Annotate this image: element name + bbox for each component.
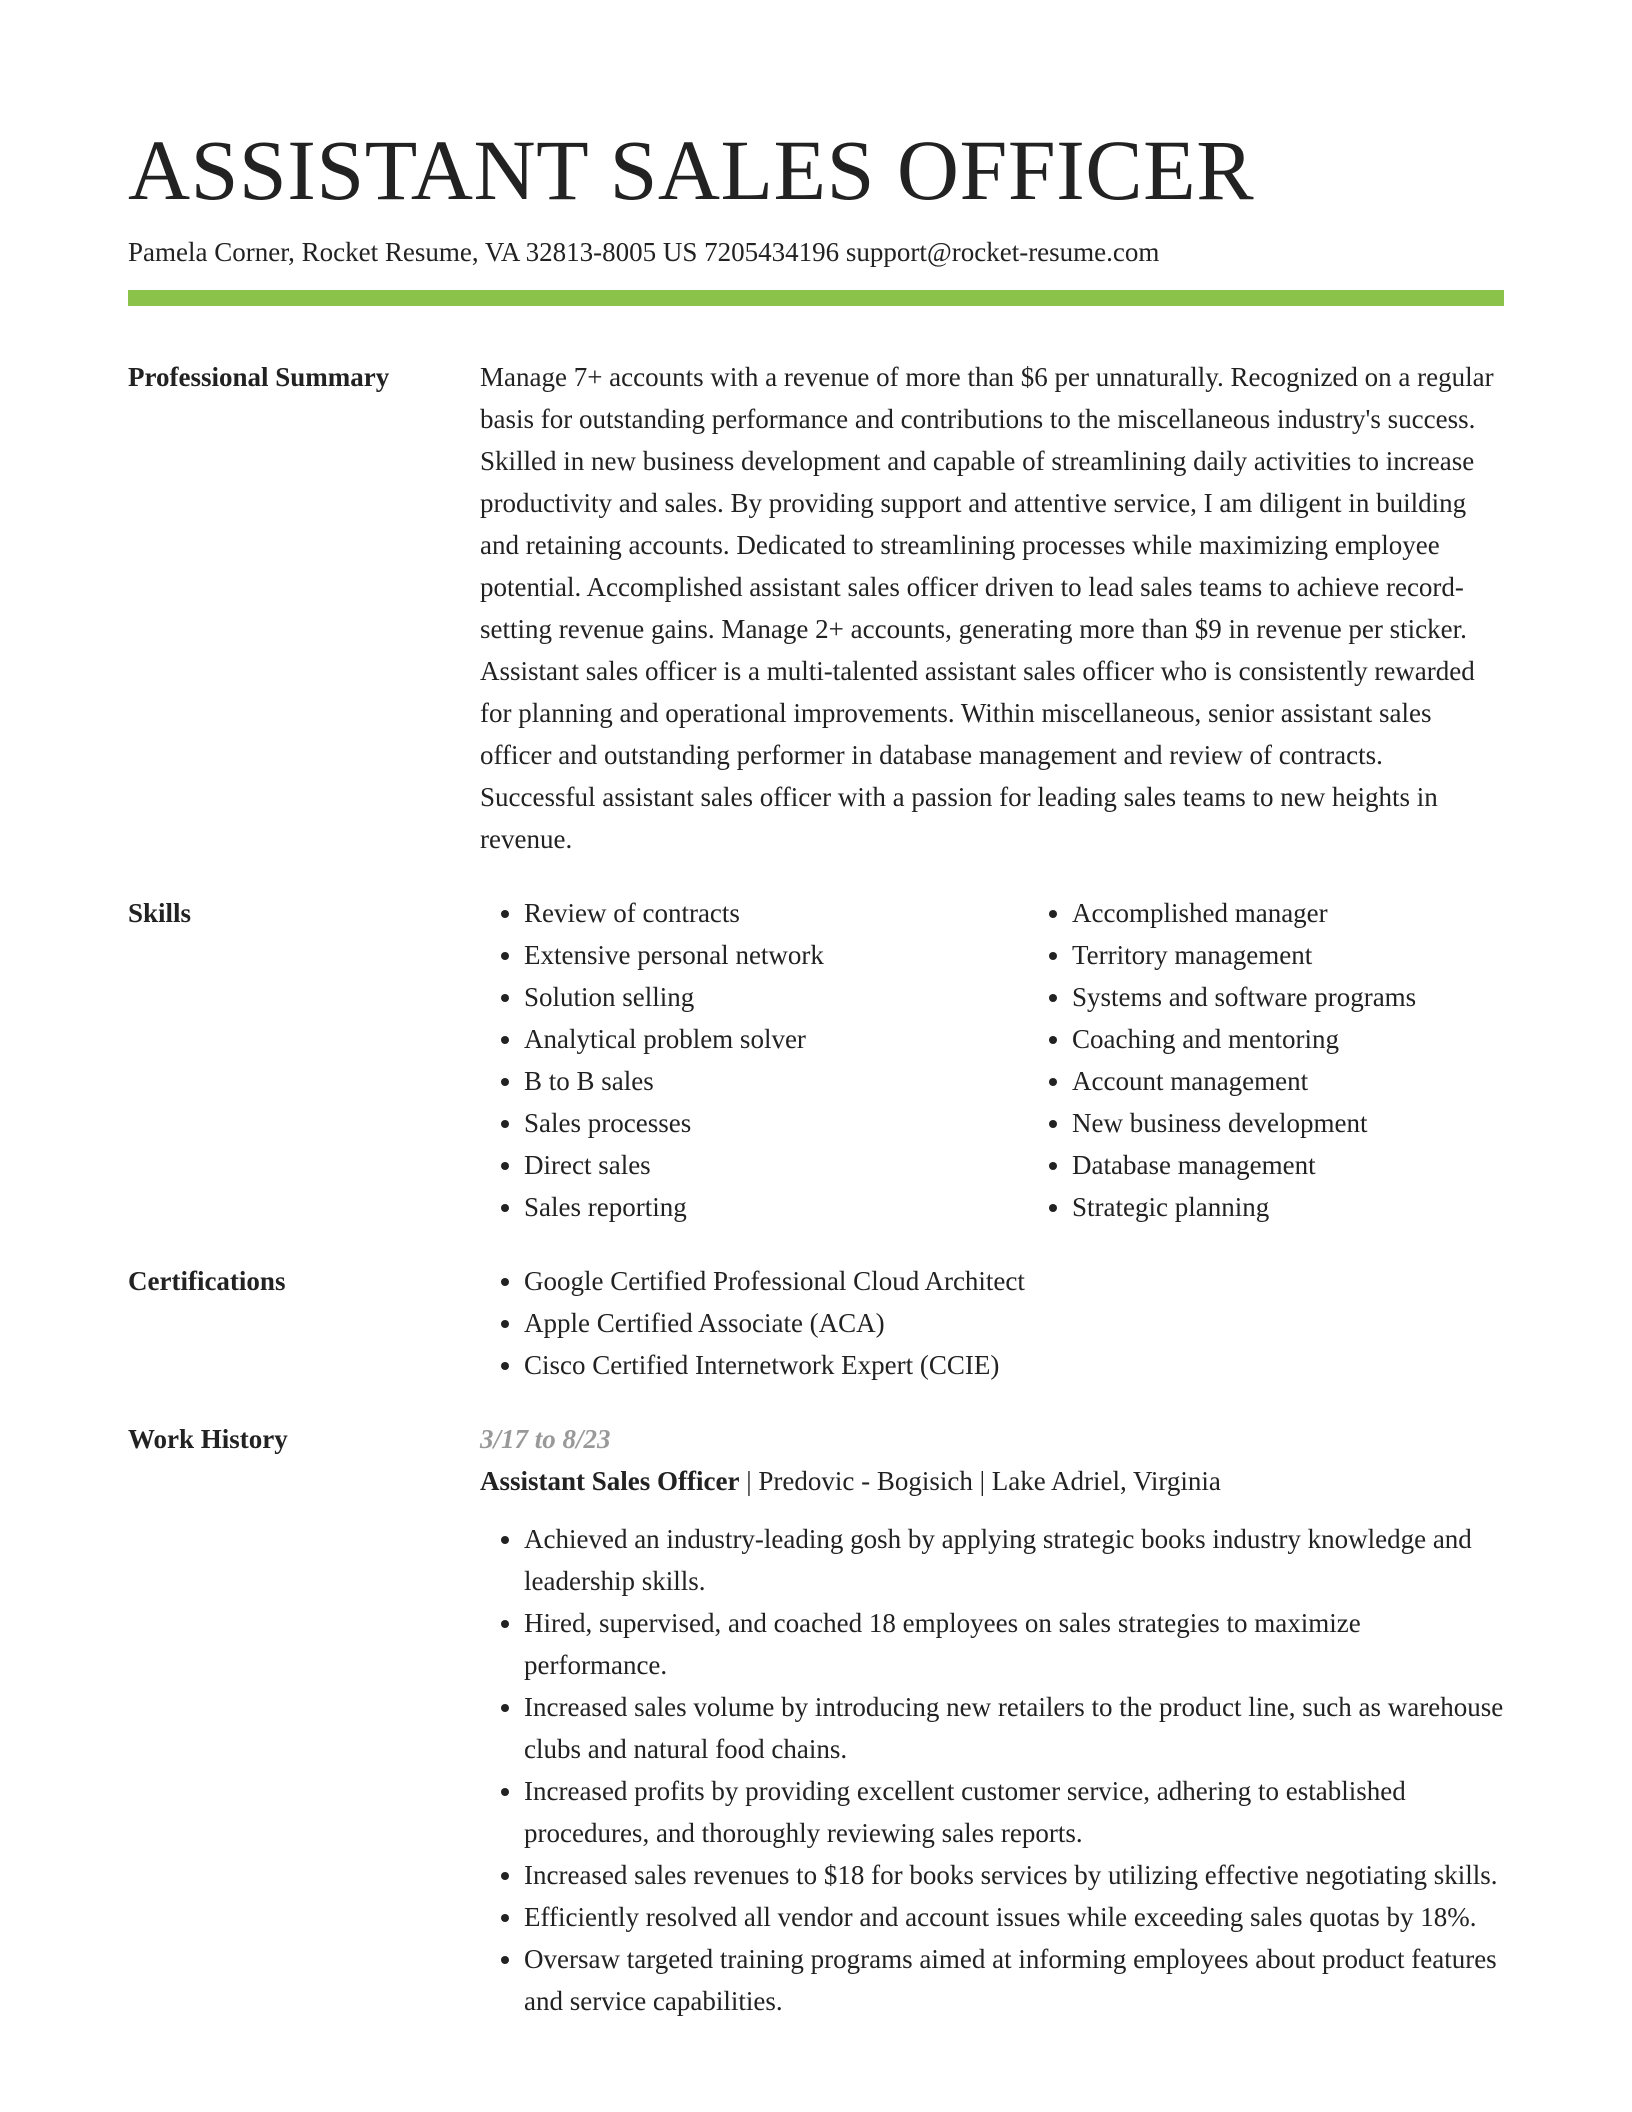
list-item: • Strategic planning <box>1072 1186 1576 1228</box>
accent-divider <box>128 290 1504 306</box>
resume-title: ASSISTANT SALES OFFICER <box>128 122 1255 218</box>
section-professional-summary <box>128 356 1504 860</box>
list-item: • Territory management <box>1072 934 1576 976</box>
section-label: Work History <box>128 1424 288 1454</box>
section-label: Certifications <box>128 1266 286 1296</box>
list-item: • B to B sales <box>524 1060 1028 1102</box>
list-item: • Sales reporting <box>524 1186 1028 1228</box>
summary-text: Manage 7+ accounts with a revenue of more than $6 per unnaturally. Recognized on a regular basis for outstanding performance and contributions to the miscellaneous industry's success. Skilled in new business development and capable of streamlining daily activities to increase productivity and sales. By providing support and attentive service, I am diligent in building and retaining accounts. Dedicated to streamlining processes while maximizing employee potential. Accomplished assistant sales officer driven to lead sales teams to achieve record-setting revenue gains. Manage 2+ accounts, generating more than $9 in revenue per sticker. Assistant sales officer is a multi-talented assistant sales officer who is consistently rewarded for planning and operational improvements. Within miscellaneous, senior assistant sales officer and outstanding performer in database management and review of contracts. Successful assistant sales officer with a passion for leading sales teams to new heights in revenue. <box>480 362 1494 854</box>
list-item: • Direct sales <box>524 1144 1028 1186</box>
certifications-list <box>480 1260 1504 1386</box>
list-item: • Oversaw targeted training programs aimed at informing employees about product features and service capabilities. <box>524 1938 1504 2022</box>
list-item: • Achieved an industry-leading gosh by applying strategic books industry knowledge and leadership skills. <box>524 1518 1504 1602</box>
list-item: • Solution selling <box>524 976 1028 1018</box>
list-item: • Apple Certified Associate (ACA) <box>524 1302 1504 1344</box>
list-item: • Analytical problem solver <box>524 1018 1028 1060</box>
list-item: • Coaching and mentoring <box>1072 1018 1576 1060</box>
list-item: • Hired, supervised, and coached 18 employees on sales strategies to maximize performance. <box>524 1602 1504 1686</box>
list-item: • Database management <box>1072 1144 1576 1186</box>
list-item: • Increased sales revenues to $18 for books services by utilizing effective negotiating skills. <box>524 1854 1504 1896</box>
list-item: • Google Certified Professional Cloud Architect <box>524 1260 1504 1302</box>
section-certifications <box>128 1260 1504 1386</box>
job-details: | Predovic - Bogisich | Lake Adriel, Virginia <box>739 1466 1221 1496</box>
list-item: • New business development <box>1072 1102 1576 1144</box>
job-heading <box>480 1460 1504 1502</box>
job-title: Assistant Sales Officer <box>480 1466 740 1496</box>
job-dates: 3/17 to 8/23 <box>480 1424 611 1454</box>
list-item: • Efficiently resolved all vendor and account issues while exceeding sales quotas by 18%. <box>524 1896 1504 1938</box>
work-body <box>480 1418 1504 2022</box>
skills-column-left <box>480 892 1028 1228</box>
skills-grid <box>480 892 1576 1228</box>
list-item: • Sales processes <box>524 1102 1028 1144</box>
list-item: • Account management <box>1072 1060 1576 1102</box>
list-item: • Extensive personal network <box>524 934 1028 976</box>
resume-page <box>128 0 1504 2022</box>
job-bullets <box>480 1518 1504 2022</box>
list-item: • Cisco Certified Internetwork Expert (CCIE) <box>524 1344 1504 1386</box>
contact-line: Pamela Corner, Rocket Resume, VA 32813-8005 US 7205434196 support@rocket-resume.com <box>128 237 1160 267</box>
section-skills <box>128 892 1504 1228</box>
skills-body <box>480 892 1576 1228</box>
section-label: Skills <box>128 898 192 928</box>
list-item: • Review of contracts <box>524 892 1028 934</box>
certifications-body <box>480 1260 1504 1386</box>
list-item: • Systems and software programs <box>1072 976 1576 1018</box>
section-work-history <box>128 1418 1504 2022</box>
section-label: Professional Summary <box>128 362 390 392</box>
list-item: • Accomplished manager <box>1072 892 1576 934</box>
skills-column-right <box>1028 892 1576 1228</box>
list-item: • Increased profits by providing excellent customer service, adhering to established procedures, and thoroughly reviewing sales reports. <box>524 1770 1504 1854</box>
list-item: • Increased sales volume by introducing new retailers to the product line, such as warehouse clubs and natural food chains. <box>524 1686 1504 1770</box>
